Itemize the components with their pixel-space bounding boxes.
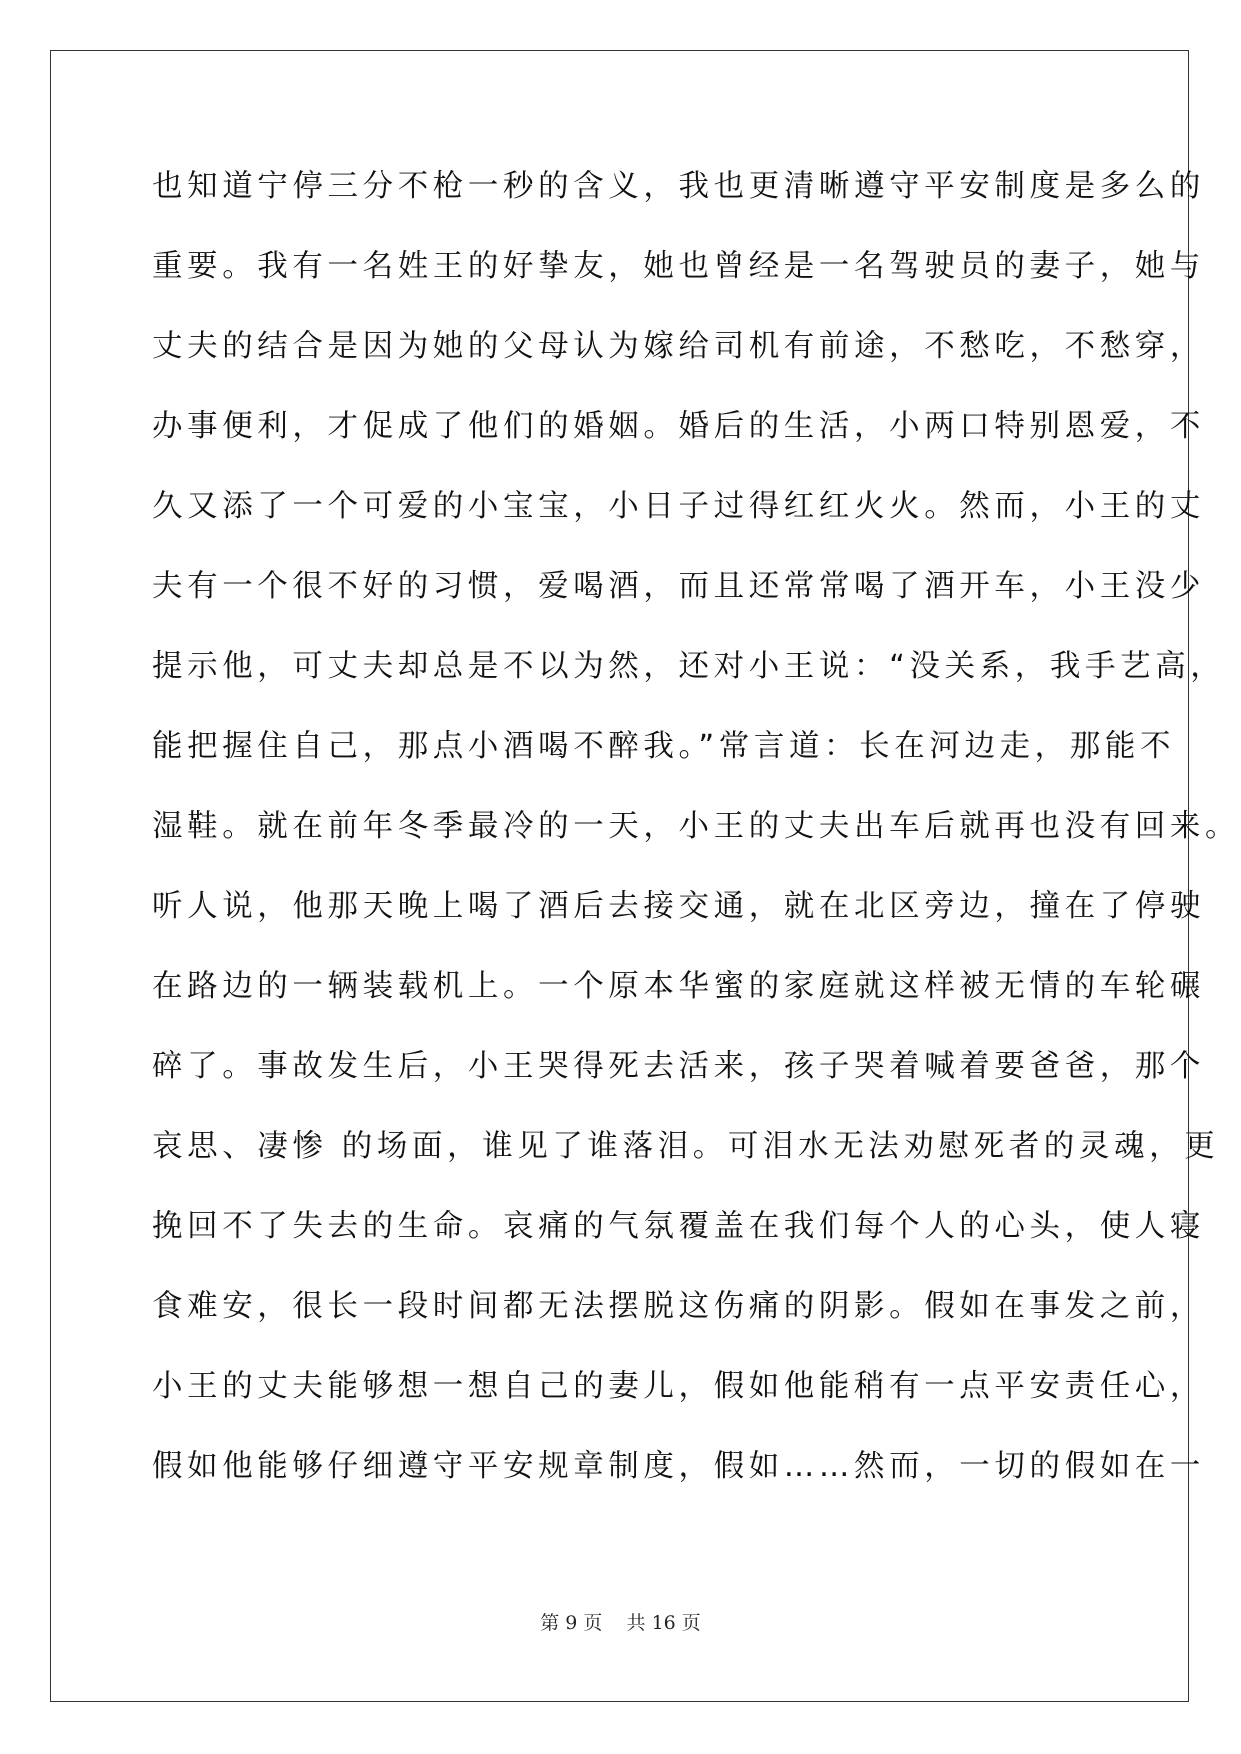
text-line: 假如他能够仔细遵守平安规章制度，假如……然而，一切的假如在一	[152, 1449, 1205, 1484]
text-line: 听人说，他那天晚上喝了酒后去接交通，就在北区旁边，撞在了停驶	[152, 889, 1205, 924]
text-line: 丈夫的结合是因为她的父母认为嫁给司机有前途，不愁吃，不愁穿，	[152, 329, 1205, 364]
text-line: 提示他，可丈夫却总是不以为然，还对小王说：“没关系，我手艺高，	[152, 649, 1226, 684]
text-line: 夫有一个很不好的习惯，爱喝酒，而且还常常喝了酒开车，小王没少	[152, 569, 1205, 604]
text-line: 食难安，很长一段时间都无法摆脱这伤痛的阴影。假如在事发之前，	[152, 1289, 1205, 1324]
text-line: 能把握住自己，那点小酒喝不醉我。”常言道：长在河边走，那能不	[152, 729, 1176, 764]
text-line: 湿鞋。就在前年冬季最冷的一天，小王的丈夫出车后就再也没有回来。	[152, 809, 1241, 844]
text-line: 在路边的一辆装载机上。一个原本华蜜的家庭就这样被无情的车轮碾	[152, 969, 1205, 1004]
text-line: 办事便利，才促成了他们的婚姻。婚后的生活，小两口特别恩爱，不	[152, 409, 1205, 444]
text-line: 哀思、凄惨 的场面，谁见了谁落泪。可泪水无法劝慰死者的灵魂，更	[152, 1129, 1220, 1164]
text-line: 久又添了一个可爱的小宝宝，小日子过得红红火火。然而，小王的丈	[152, 489, 1205, 524]
page-total: 共 16 页	[626, 1612, 701, 1634]
text-line: 碎了。事故发生后，小王哭得死去活来，孩子哭着喊着要爸爸，那个	[152, 1049, 1205, 1084]
page-number: 第 9 页	[540, 1612, 603, 1634]
text-line: 挽回不了失去的生命。哀痛的气氛覆盖在我们每个人的心头，使人寝	[152, 1209, 1205, 1244]
text-line: 也知道宁停三分不枪一秒的含义，我也更清晰遵守平安制度是多么的	[152, 169, 1205, 204]
text-line: 重要。我有一名姓王的好挚友，她也曾经是一名驾驶员的妻子，她与	[152, 249, 1205, 284]
page-footer	[0, 1608, 1241, 1635]
text-line: 小王的丈夫能够想一想自己的妻儿，假如他能稍有一点平安责任心，	[152, 1369, 1205, 1404]
